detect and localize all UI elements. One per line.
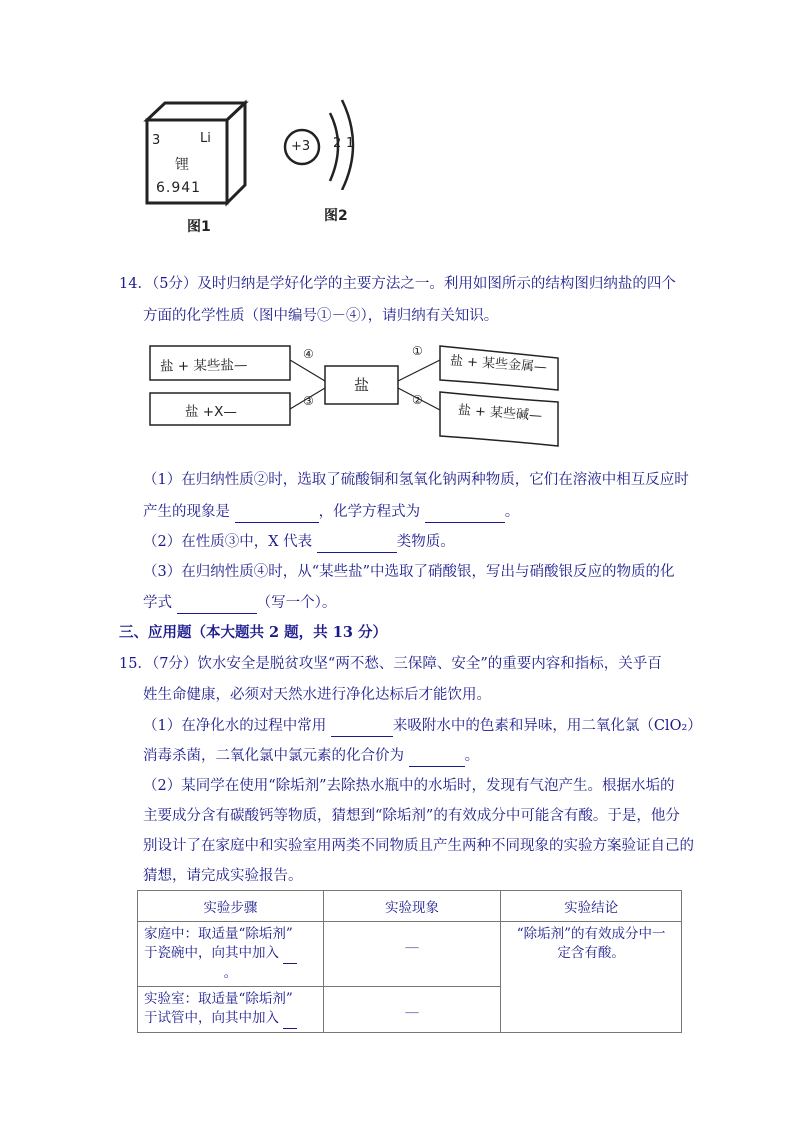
home-step-text: 于瓷碗中，向其中加入 [144,945,279,961]
figure2-shell2-electrons: 1 [346,136,355,151]
q14-sub1-blank-equation[interactable] [425,502,505,523]
q14-sub1-text-c: 。 [504,504,520,520]
q15-sub1-text-a: （1）在净化水的过程中常用 [143,718,327,734]
figure1-caption: 图1 [187,219,211,235]
q14-sub3-text-a: 学式 [143,595,172,611]
q14-sub1-text-a: 产生的现象是 [143,504,230,520]
q15-sub1-text-b: 来吸附水中的色素和异味，用二氧化氯（ClO₂） [392,718,702,734]
q14-sub2-text-b: 类物质。 [396,534,455,550]
q14-sub1-blank-phenomenon[interactable] [235,502,319,523]
q14-box-salt-some-base: 盐 + 某些碱— [457,403,543,424]
q15-experiment-table [137,890,682,1033]
figure2-caption: 图2 [324,208,348,224]
figure1-symbol: Li [200,131,211,146]
q14-sub2-text-a: （2）在性质③中，X 代表 [143,534,313,550]
q15-sub2-line3: 别设计了在家庭中和实验室用两类不同物质且产生两种不同现象的实验方案验证自己的 [143,838,694,854]
q15-sub1-blank-valence[interactable] [409,746,465,767]
home-step-line2 [144,944,317,964]
q15-sub2-line2: 主要成分含有碳酸钙等物质，猜想到“除垢剂”的有效成分中可能含有酸。于是，他分 [143,808,680,824]
q15-sub1-text-d: 。 [464,748,480,764]
figure1-element-name: 锂 [175,157,189,173]
lab-step-line2 [144,1009,317,1029]
home-phenomenon-cell[interactable]: __ [323,922,501,987]
figure2-shell1-electrons: 2 [333,136,342,151]
q14-sub3-blank-formula[interactable] [177,593,257,614]
q15-sub1-line2 [143,746,479,767]
conclusion-line2: 定含有酸。 [557,945,625,961]
q14-stem-line1: 14．（5分）及时归纳是学好化学的主要方法之一。利用如图所示的结构图归纳盐的四个 [119,276,676,292]
q14-sub1-line2 [143,502,519,523]
lab-step-cell [138,987,324,1033]
q14-sub3-line1: （3）在归纳性质④时，从“某些盐”中选取了硝酸银，写出与硝酸银反应的物质的化 [143,564,675,580]
q15-sub1-line1 [143,716,702,737]
conclusion-cell [501,922,682,1033]
figure2-nucleus-charge: +3 [291,139,311,154]
lab-phenomenon-cell[interactable]: __ [323,987,501,1033]
q14-label-1: ① [412,344,423,358]
conclusion-line1: “除垢剂”的有效成分中一 [516,926,666,942]
q14-sub2-line [143,532,455,553]
q14-label-2: ② [412,393,423,407]
table-header-steps: 实验步骤 [138,891,324,922]
q15-sub1-blank-adsorbent[interactable] [331,716,393,737]
q15-sub2-line4: 猜想，请完成实验报告。 [143,868,303,884]
figure1-atomic-mass: 6.941 [156,180,202,196]
table-header-row [138,891,682,922]
q14-sub1-text-b: ，化学方程式为 [318,504,421,520]
figure1-element-card [135,95,250,215]
home-step-line1: 家庭中：取适量“除垢剂” [144,926,293,942]
q14-sub3-line2 [143,593,336,614]
q14-box-salt-some-metal: 盐 + 某些金属— [449,353,548,376]
q15-stem-line1: 15．（7分）饮水安全是脱贫攻坚“两不愁、三保障、安全”的重要内容和指标，关乎百 [119,656,662,672]
q14-stem-line2: 方面的化学性质（图中编号①－④），请归纳有关知识。 [143,308,499,324]
q15-stem-line2: 姓生命健康，必须对天然水进行净化达标后才能饮用。 [143,687,491,703]
lab-step-line1: 实验室：取适量“除垢剂” [144,991,293,1007]
table-header-conclusion: 实验结论 [501,891,682,922]
table-row-home [138,922,682,987]
q14-label-3: ③ [303,394,314,408]
q14-box-salt-x: 盐 +X— [185,404,237,420]
lab-step-text: 于试管中，向其中加入 [144,1010,279,1026]
q14-sub1-line1: （1）在归纳性质②时，选取了硫酸铜和氢氧化钠两种物质，它们在溶液中相互反应时 [143,472,689,488]
home-step-line3: 。 [223,965,238,981]
lab-step-blank[interactable] [283,1009,297,1029]
q14-label-4: ④ [303,347,314,361]
section3-heading: 三、应用题（本大题共 2 题，共 13 分） [119,624,387,641]
q14-sub3-text-b: （写一个）。 [256,595,337,611]
q15-sub1-text-c: 消毒杀菌，二氧化氯中氯元素的化合价为 [143,748,404,764]
q15-sub2-line1: （2）某同学在使用“除垢剂”去除热水瓶中的水垢时，发现有气泡产生。根据水垢的 [143,778,675,794]
q14-center-salt: 盐 [354,376,370,394]
q14-sub2-blank-x[interactable] [317,532,397,553]
home-step-blank[interactable] [283,944,297,964]
q14-box-salt-some-salt: 盐 + 某些盐— [159,357,248,375]
home-step-cell [138,922,324,987]
table-header-phenomenon: 实验现象 [323,891,501,922]
figure1-atomic-number: 3 [152,133,161,148]
